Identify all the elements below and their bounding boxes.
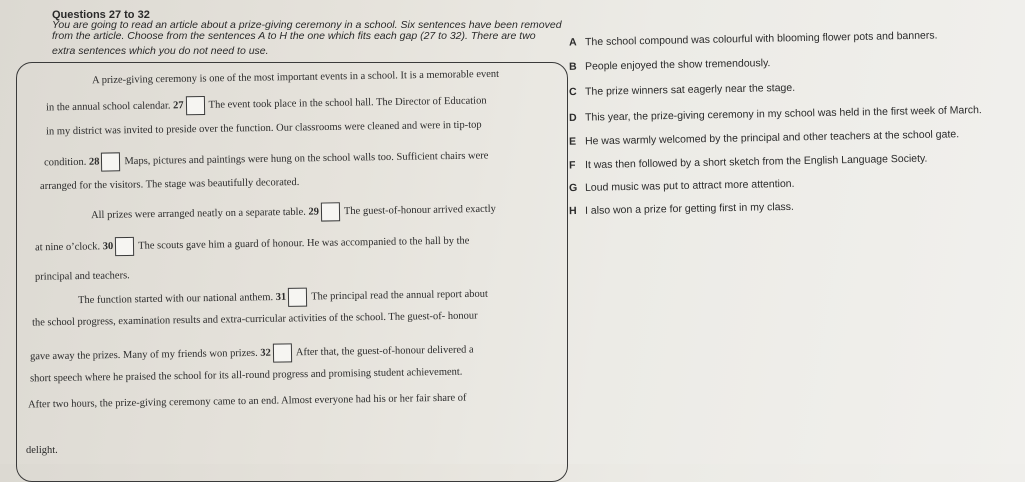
option-text: The school compound was colourful with blooming flower pots and banners.: [584, 29, 938, 49]
option-f: [569, 153, 928, 172]
answer-box-30[interactable]: [115, 237, 134, 256]
gap-number-31: 31: [275, 291, 287, 304]
answer-box-31[interactable]: [288, 288, 307, 307]
option-text: It was then followed by a short sketch from the English Language Society.: [584, 152, 928, 172]
passage-line: at nine o’clock. 30 The scouts gave him a guard of honour. He was accompanied to the hall by the: [35, 232, 470, 258]
passage-line: principal and teachers.: [34, 270, 130, 283]
passage-line: condition. 28 Maps, pictures and paintings were hung on the school walls too. Sufficient chairs were: [44, 147, 489, 173]
option-text: I also won a prize for getting first in my class.: [584, 200, 795, 217]
option-letter: E: [568, 135, 577, 148]
option-text: This year, the prize-giving ceremony in my school was held in the first week of March.: [584, 104, 982, 124]
passage-line: delight.: [26, 445, 58, 456]
gap-number-29: 29: [308, 206, 320, 218]
passage-line: The function started with our national anthem. 31 The principal read the annual report about: [77, 288, 488, 307]
gap-number-32: 32: [260, 347, 271, 359]
option-h: [569, 201, 794, 217]
option-letter: D: [568, 111, 577, 124]
passage-line: short speech where he praised the school for its all-round progress and promising student achievement.: [29, 366, 463, 385]
gap-number-30: 30: [102, 241, 114, 253]
option-letter: A: [568, 36, 577, 49]
questions-title: Questions 27 to 32: [52, 9, 150, 21]
option-letter: F: [568, 159, 576, 172]
option-letter: B: [568, 60, 577, 73]
option-letter: G: [568, 182, 578, 195]
answer-box-32[interactable]: [273, 343, 292, 362]
passage-line: All prizes were arranged neatly on a separate table. 29 The guest-of-honour arrived exactly: [90, 203, 496, 222]
gap-number-28: 28: [88, 156, 100, 168]
gap-number-27: 27: [173, 100, 184, 112]
instructions-line-3: extra sentences which you do not need to use.: [52, 45, 269, 57]
option-text: People enjoyed the show tremendously.: [584, 57, 771, 73]
option-letter: C: [568, 86, 577, 99]
option-text: Loud music was put to attract more attention.: [584, 177, 795, 194]
passage-line: in my district was invited to preside over the function. Our classrooms were cleaned and were in tip-top: [45, 119, 482, 138]
passage-line: the school progress, examination results and extra-curricular activities of the school. The guest-of- honour: [31, 310, 478, 329]
passage-line: A prize-giving ceremony is one of the most important events in a school. It is a memorable event: [91, 68, 500, 87]
option-b: [569, 57, 771, 73]
option-text: He was warmly welcomed by the principal and other teachers at the school gate.: [584, 128, 960, 148]
answer-box-27[interactable]: [185, 96, 204, 115]
instructions-line-1: You are going to read an article about a prize-giving ceremony in a school. Six sentences have been removed: [52, 19, 562, 31]
instructions-line-2: from the article. Choose from the sentences A to H the one which fits each gap (27 to 32). There are two: [52, 30, 536, 42]
option-c: [569, 82, 795, 98]
option-letter: H: [568, 205, 577, 218]
answer-box-28[interactable]: [101, 152, 120, 171]
passage-line: in the annual school calendar. 27 The event took place in the school hall. The Director of Education: [45, 95, 487, 114]
option-text: The prize winners sat eagerly near the stage.: [584, 81, 796, 98]
option-a: [569, 29, 938, 48]
option-e: [569, 128, 959, 147]
passage-line: arranged for the visitors. The stage was beautifully decorated.: [39, 176, 300, 193]
passage-line: gave away the prizes. Many of my friends won prizes. 32 After that, the guest-of-honour delivered a: [29, 344, 474, 363]
option-g: [569, 178, 795, 194]
passage-line: After two hours, the prize-giving ceremony came to an end. Almost everyone had his or her fair share of: [27, 392, 467, 411]
option-d: [569, 104, 982, 124]
answer-box-29[interactable]: [321, 202, 340, 221]
